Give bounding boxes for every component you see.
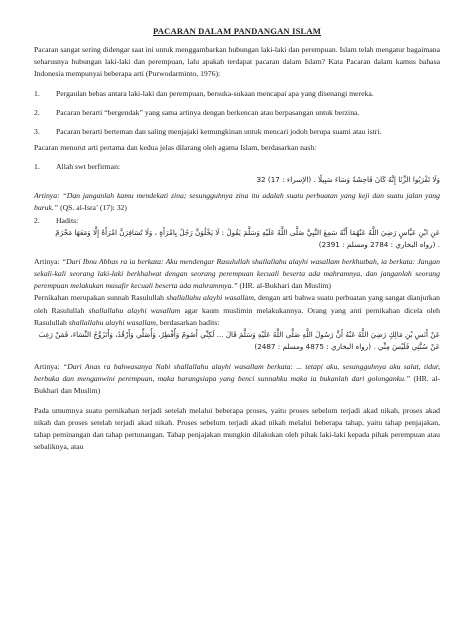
list-number: 3. <box>34 127 40 137</box>
arabic-hadith-khalwat: عَنِ ابْنِ عَبَّاسٍ رَضِيَ اللَّهُ عَنْهُمَا أَنَّهُ سَمِعَ النَّبِيَّ صَلَّى اللَّهُ عَلَيْهِ وَسَلَّمَ يَقُولُ : لَا يَخْلُوَنَّ رَجُلٌ بِامْرَأَةٍ ، وَلَا تُسَافِرَنَّ امْرَأَةٌ إِلَّا وَمَعَهَا مَحْرَمٌ . (رواه البخاري : 2784 ومسلم : 2391) <box>55 227 440 250</box>
nash-label: Allah swt berfirman: <box>56 162 121 172</box>
artinya-reference: (HR. al-Bukhari dan Muslim) <box>34 374 440 396</box>
artinya-hadith-khalwat <box>34 256 440 293</box>
artinya-label: Artinya: <box>34 256 60 266</box>
document-title: PACARAN DALAM PANDANGAN ISLAM <box>152 26 322 36</box>
nikah-text-4: , berdasarkan hadits: <box>155 317 220 327</box>
intro-paragraph: Pacaran sangat sering didengar saat ini untuk menggambarkan hubungan laki-laki dan perempuan. Islam telah mengatur bagaimana seharusnya hubungan laki-laki dan perempuan, lalu apakah terdapat pacaran dalam Islam? Kata Pacaran dalam kamus bahasa Indonesia mempunyai beberapa arti (Purwodarminto, 1976): <box>34 45 440 79</box>
artinya-text: “Dari Anas ra bahwasanya Nabi shallallahu alayhi wasallam berkata: ... tetapi aku, sesungguhnya aku salat, tidur, berbuka dan menganwini perempuan, maka barangsiapa yang benci sunnahku maka ia bukanlah dari golonganku.” <box>34 361 440 384</box>
list-number: 1. <box>34 88 40 98</box>
definition-text: Pacaran berarti “bergendak” yang sama artinya dengan berkencan atau berpasangan untuk berzina. <box>56 107 360 117</box>
definition-item-1 <box>34 88 440 100</box>
nikah-text-1: Pernikahan merupakan sunnah Rasulullah <box>34 293 167 303</box>
nikah-salawat-3: shallallahu alayhi wasallam <box>68 317 156 327</box>
nikah-text-3: agar kaum muslimin melakukannya. Orang yang anti pernikahan dicela oleh Rasulullah <box>34 305 440 327</box>
definition-item-2 <box>34 107 440 119</box>
artinya-reference: (HR. al-Bukhari dan Muslim) <box>239 281 331 291</box>
nikah-text-2: , dengan arti bahwa suatu perbuatan yang sangat dianjurkan oleh Rasulullah <box>34 293 440 315</box>
artinya-text: “Dan janganlah kamu mendekati zina; sesungguhnya zina itu adalah suatu perbuatan yang keji dan suatu jalan yang buruk.” <box>34 191 440 213</box>
artinya-reference: (QS. al-Isra’ (17): 32) <box>60 203 127 213</box>
list-number: 2. <box>34 215 40 225</box>
nikah-salawat-1: shallallahu alayhi wasallam <box>166 293 254 303</box>
list-number: 1. <box>34 162 40 172</box>
nikah-paragraph <box>34 292 440 329</box>
artinya-label: Artinya: <box>34 191 60 201</box>
artinya-label: Artinya: <box>34 361 60 371</box>
definition-item-3 <box>34 126 440 138</box>
nash-item-2 <box>34 215 440 227</box>
artinya-text: “Dari Ibnu Abbas ra ia berkata: Aku mendengar Rasulullah shallallahu alayhi wasallam berkhutbah, ia berkata: Jangan sekali-kali seorang laki-laki berkhalwat dengan seorang perempuan kecuali beserta ada mahramnya, dan janganlah seorang perempuan melakukan musafir kecuali beserta ada mahrammya.” <box>34 256 440 291</box>
closing-paragraph: Pada umumnya suatu pernikahan terjadi setelah melalui beberapa proses, yaitu proses sebelum terjadi akad nikah, proses akad nikah dan proses setelah terjadi akad nikah. Proses sebelum terjadi akad nikah melalui beberapa tahap, yaitu tahap penjajakan, tahap peminangan dan tahap pertunangan. Tahap penjajakan mungkin dilakukan oleh pihak laki-laki kepada pihak perempuan atau sebaliknya, atau <box>34 405 440 452</box>
arabic-quran-verse: وَلَا تَقْرَبُوا الزِّنَا إِنَّهُ كَانَ فَاحِشَةً وَسَاءَ سَبِيلًا . (الإسراء : 17) 32 <box>256 174 440 184</box>
definition-text: Pacaran berarti berteman dan saling menjajaki kemungkinan untuk mencari jodoh berupa suami atau istri. <box>56 127 382 137</box>
list-number: 2. <box>34 107 40 117</box>
nash-intro: Pacaran menurut arti pertama dan kedua jelas dilarang oleh agama Islam, berdasarkan nash: <box>34 143 317 153</box>
nikah-salawat-2: shallallahu alayhi wasallam <box>88 305 181 315</box>
artinya-hadith-nikah <box>34 361 440 398</box>
nash-label: Hadits: <box>56 215 79 225</box>
definition-text: Pergaulan bebas antara laki-laki dan perempuan, bersuka-sukaan mencapai apa yang disenangi mereka. <box>56 88 374 98</box>
nash-item-1 <box>34 161 440 173</box>
arabic-hadith-nikah: عَنْ أَنَسِ بْنِ مَالِكٍ رَضِيَ اللَّهُ عَنْهُ أَنَّ رَسُولَ اللَّهِ صَلَّى اللَّهُ عَلَيْهِ وَسَلَّمَ قَالَ ... لَكِنِّي أَصُومُ وَأُفْطِرُ، وَأُصَلِّي وَأَرْقُدُ، وَأَتَزَوَّجُ النِّسَاءَ، فَمَنْ رَغِبَ عَنْ سُنَّتِي فَلَيْسَ مِنِّي . (رواه البخاري : 4875 ومسلم : 2487) <box>38 329 440 352</box>
artinya-quran <box>34 190 440 214</box>
